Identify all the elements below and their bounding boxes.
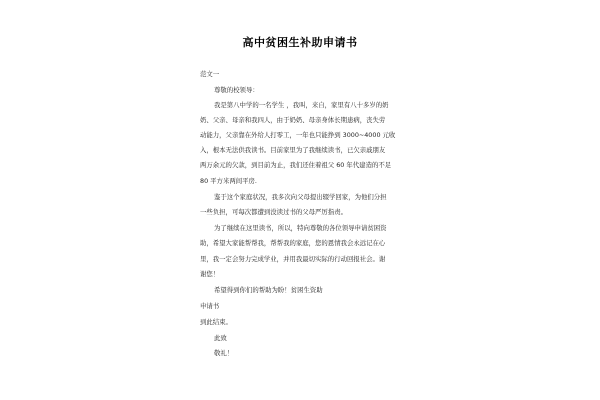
paragraph-4-line-1: 希望得到你们的帮助为盼！贫困生资助 [214, 286, 323, 294]
paragraph-3-line-3: 里，我一定会努力完成学业，并用我最切实际的行动回报社会。谢 [200, 255, 386, 263]
paragraph-3-line-1: 为了继续在这里读书，所以，特向尊敬的各位领导申请贫困资 [214, 224, 387, 232]
paragraph-3-line-2: 助，希望大家能帮帮我，帮帮我的家庭，您的恩情我会永远记在心 [200, 239, 386, 247]
paragraph-1-line-2: 奶、父亲、母亲和我四人，由于奶奶、母亲身体长期患病，丧失劳 [200, 116, 386, 124]
paragraph-1-line-4: 入，根本无法供我读书。目前家里为了我继续读书，已欠亲戚朋友 [200, 146, 386, 154]
document-title: 高中贫困生补助申请书 [242, 36, 358, 49]
paragraph-1-line-1: 我是第八中学的一名学生 ，我叫，来自，家里有八十多岁的奶 [214, 101, 389, 109]
sample-label: 范文一 [200, 70, 220, 78]
closing-note: 到此结束。 [200, 318, 232, 326]
paragraph-4-line-2: 申请书 [200, 302, 220, 310]
paragraph-2-line-1: 鉴于这个家庭状况，我多次向父母提出辍学回家，为他们分担 [214, 193, 387, 201]
paragraph-1-line-5: 两万余元的欠款，到目前为止，我们还住着祖父 60 年代建造的不足 [200, 161, 392, 169]
paragraph-2-line-2: 一些负担，可每次都遭到没读过书的父母严厉指责。 [200, 208, 347, 216]
closing-cizhi: 此致 [214, 334, 227, 342]
paragraph-3-line-4: 谢您！ [200, 270, 220, 278]
closing-jingli: 敬礼！ [214, 349, 234, 357]
salutation: 尊敬的校领导： [214, 86, 259, 94]
paragraph-1-line-3: 动能力，父亲靠在外给人打零工，一年也只能挣到 3000~4000 元收 [200, 131, 396, 139]
paragraph-1-line-6: 80 平方米两间平房. [200, 177, 257, 185]
